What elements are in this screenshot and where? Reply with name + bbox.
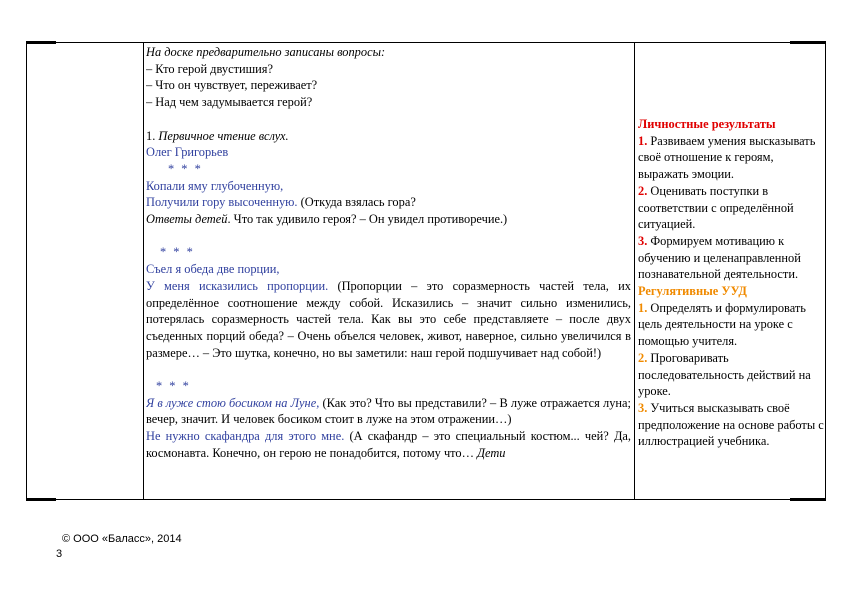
personal-item-2	[638, 183, 824, 233]
question-3: – Над чем задумывается герой?	[146, 95, 313, 110]
verse-3-paragraph	[146, 395, 631, 428]
verse-1-line-2-text: Получили гору высоченную.	[146, 195, 298, 210]
verse-3-comment: (Как это? Что вы представили? – В луже отражается луна; вечер, значит. И человек босиком стоит в луже на этом отражении…)	[146, 395, 631, 427]
regulatory-item-3	[638, 400, 824, 450]
step-text: Первичное чтение вслух.	[158, 128, 289, 143]
table-edge-top-left	[26, 41, 56, 44]
regulatory-item-2-number: 2.	[638, 350, 648, 365]
answers-label: Ответы детей	[146, 212, 228, 227]
column-divider-right	[634, 42, 635, 500]
verse-1-answers	[146, 211, 631, 228]
stars-divider-2: * * *	[160, 245, 195, 260]
personal-item-1-number: 1.	[638, 133, 648, 148]
verse-2-line-2: У меня исказились пропорции.	[146, 278, 329, 293]
learning-outcomes-column	[638, 116, 824, 450]
table-edge-bottom-left	[26, 498, 56, 501]
verse-3-line-1: Я в луже стою босиком на Луне,	[146, 395, 320, 410]
step-heading	[146, 128, 631, 145]
personal-item-2-number: 2.	[638, 183, 648, 198]
regulatory-title: Регулятивные УУД	[638, 284, 747, 299]
table-edge-top-right	[790, 41, 826, 44]
intro-text: На доске предварительно записаны вопросы:	[146, 45, 386, 59]
lesson-content-column	[146, 44, 631, 498]
verse-3-line-2: Не нужно скафандра для этого мне.	[146, 429, 345, 444]
regulatory-item-1-text: Определять и формулировать цель деятельности на уроке с помощью учителя.	[638, 300, 806, 349]
stars-divider-3: * * *	[156, 379, 191, 394]
personal-item-3-text: Формируем мотивацию к обучению и целенаправленной познавательной деятельности.	[638, 233, 801, 282]
verse-1-line-1: Копали яму глубоченную,	[146, 178, 284, 193]
verse-3-tail: Дети	[477, 445, 506, 460]
personal-item-1	[638, 133, 824, 183]
personal-results-title: Личностные результаты	[638, 117, 776, 131]
poem-author: Олег Григорьев	[146, 145, 229, 160]
verse-2-paragraph	[146, 278, 631, 362]
personal-item-3-number: 3.	[638, 233, 648, 248]
personal-item-2-text: Оценивать поступки в соответствии с определённой ситуацией.	[638, 183, 794, 232]
question-1: – Кто герой двустишия?	[146, 61, 274, 76]
regulatory-item-3-number: 3.	[638, 400, 648, 415]
regulatory-item-2-text: Проговаривать последовательность действий на уроке.	[638, 350, 811, 399]
stars-divider-1: * * *	[168, 161, 203, 176]
verse-2-comment: (Пропорции – это соразмерность частей тела, их определённое соотношение между собой. Исказились – значит сильно изменились, потерялась соразмерность частей тела. Как вы это себе представляете – после двух съеденных порций обеда? – Очень объелся человек, живот, наверное, сильно увеличился в размере… – Это шутка, конечно, но вы заметили: наш герой подшучивает над собой!)	[146, 278, 631, 360]
regulatory-item-1	[638, 300, 824, 350]
question-2: – Что он чувствует, переживает?	[146, 78, 318, 93]
regulatory-item-1-number: 1.	[638, 300, 648, 315]
verse-2-line-1: Съел я обеда две порции,	[146, 262, 280, 277]
verse-1-line-2	[146, 194, 631, 211]
table-edge-bottom-right	[790, 498, 826, 501]
regulatory-item-3-text: Учиться высказывать своё предположение на основе работы с иллюстрацией учебника.	[638, 400, 824, 449]
personal-item-1-text: Развиваем умения высказывать своё отношение к героям, выражать эмоции.	[638, 133, 816, 182]
column-divider-left	[143, 42, 144, 500]
verse-3-line-2-comment: (А скафандр – это специальный костюм... чей? Да, космонавта. Конечно, он герою не понадобится, потому что…	[146, 429, 631, 460]
answers-text: . Что так удивило героя? – Он увидел противоречие.)	[227, 212, 508, 227]
copyright-footer: © ООО «Баласс», 2014	[62, 533, 182, 545]
personal-item-3	[638, 233, 824, 283]
page-number: 3	[56, 548, 63, 560]
regulatory-item-2	[638, 350, 824, 400]
verse-3-paragraph-2	[146, 428, 631, 461]
verse-1-note: (Откуда взялась гора?	[297, 195, 416, 210]
step-number: 1.	[146, 128, 159, 143]
